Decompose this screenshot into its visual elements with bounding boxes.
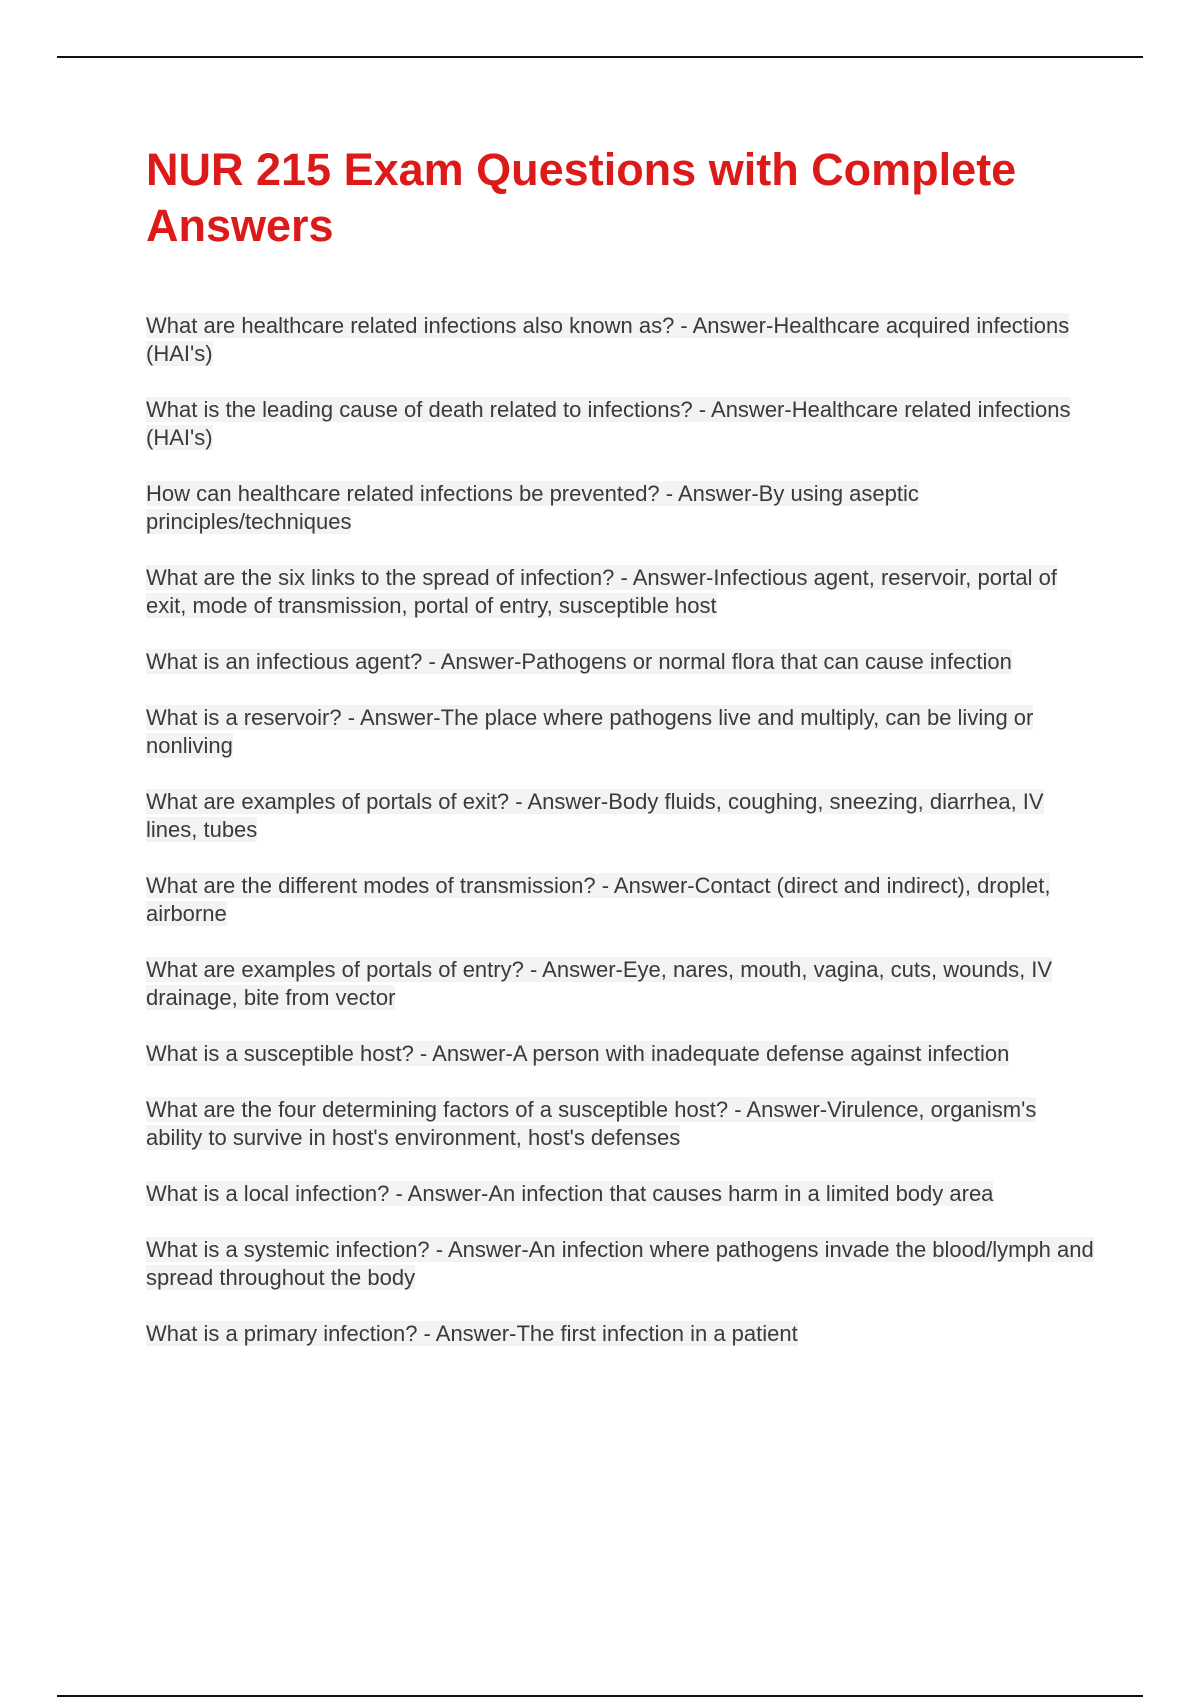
document-title: NUR 215 Exam Questions with Complete Answers [146,144,1017,251]
qa-item [146,1096,1096,1152]
qa-item [146,956,1096,1012]
qa-text: What is a primary infection? - Answer-The first infection in a patient [146,1321,798,1346]
qa-item [146,480,1096,536]
qa-text: What are examples of portals of entry? - Answer-Eye, nares, mouth, vagina, cuts, wounds, IV drainage, bite from vector [146,957,1053,1010]
qa-list [146,312,1096,1376]
qa-text: What is a systemic infection? - Answer-An infection where pathogens invade the blood/lymph and spread throughout the body [146,1237,1094,1290]
qa-text: What are the four determining factors of a susceptible host? - Answer-Virulence, organism's ability to survive in host's environment, host's defenses [146,1097,1037,1150]
qa-item [146,1236,1096,1292]
qa-text: What is a susceptible host? - Answer-A person with inadequate defense against infection [146,1041,1010,1066]
page-content [146,142,1096,1346]
qa-item [146,312,1096,368]
qa-text: What is an infectious agent? - Answer-Pathogens or normal flora that can cause infection [146,649,1012,674]
qa-text: What is the leading cause of death related to infections? - Answer-Healthcare related infections (HAI's) [146,397,1071,450]
qa-text: What are healthcare related infections also known as? - Answer-Healthcare acquired infections (HAI's) [146,313,1070,366]
qa-text: What are the different modes of transmission? - Answer-Contact (direct and indirect), droplet, airborne [146,873,1051,926]
qa-text: What is a reservoir? - Answer-The place where pathogens live and multiply, can be living or nonliving [146,705,1034,758]
qa-text: What are the six links to the spread of infection? - Answer-Infectious agent, reservoir, portal of exit, mode of transmission, portal of entry, susceptible host [146,565,1058,618]
qa-item [146,704,1096,760]
qa-item [146,396,1096,452]
qa-text: What are examples of portals of exit? - Answer-Body fluids, coughing, sneezing, diarrhea, IV lines, tubes [146,789,1044,842]
qa-item [146,1180,1096,1208]
qa-text: How can healthcare related infections be prevented? - Answer-By using aseptic principles/techniques [146,481,919,534]
qa-item [146,648,1096,676]
qa-item [146,872,1096,928]
qa-item [146,788,1096,844]
qa-item [146,1320,1096,1348]
qa-text: What is a local infection? - Answer-An infection that causes harm in a limited body area [146,1181,994,1206]
qa-item [146,1040,1096,1068]
top-rule [57,56,1143,58]
bottom-rule [57,1695,1143,1697]
qa-item [146,564,1096,620]
